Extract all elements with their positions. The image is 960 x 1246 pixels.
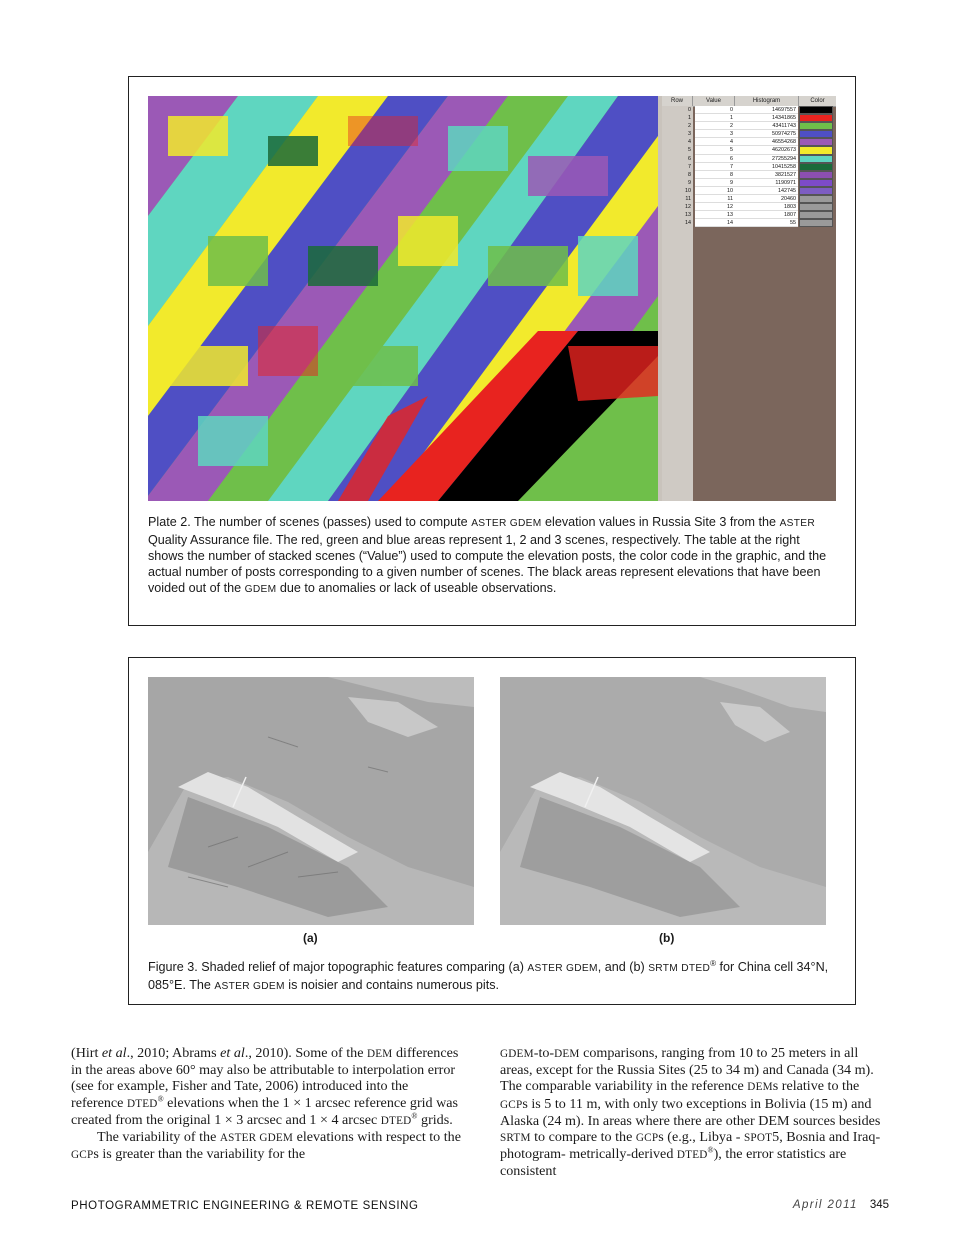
- body-column-left: [71, 1045, 461, 1163]
- table-rows: [662, 106, 836, 227]
- caption-text: due to anomalies or lack of useable observations.: [276, 581, 557, 595]
- text-smallcaps: DEM: [747, 1081, 773, 1094]
- text-smallcaps: GCP: [500, 1098, 523, 1111]
- cell-color-swatch: [799, 203, 833, 211]
- plate-2-figure: [128, 76, 856, 626]
- text-smallcaps: DEM: [366, 1048, 393, 1060]
- cell-histogram: 1807: [735, 211, 798, 219]
- cell-histogram: 46202673: [735, 146, 798, 154]
- text-run: elevations with respect to the: [293, 1129, 461, 1146]
- text-run: s is 5 to 11 m, with only two exceptions in Bolivia (15 m) and Alaska (24 m). In areas where there are other DEM sources besides: [500, 1095, 881, 1129]
- text-smallcaps: GDEM: [500, 1048, 534, 1060]
- text-smallcaps: GCP: [635, 1132, 659, 1145]
- registered-mark: ®: [411, 1111, 418, 1121]
- caption-text: is noisier and contains numerous pits.: [284, 978, 499, 992]
- text-run: differences in the areas above 60° may also be attributable to interpolation error (see for example, Fisher and Tate, 2006) introduced into the reference: [71, 1045, 459, 1111]
- journal-name: PHOTOGRAMMETRIC ENGINEERING & REMOTE SENSING: [71, 1200, 419, 1212]
- cell-value: 2: [695, 122, 735, 130]
- caption-text: elevation values in Russia Site 3 from the: [541, 515, 780, 529]
- paragraph: [71, 1129, 461, 1163]
- cell-row: 5: [688, 147, 691, 154]
- cell-color-swatch: [799, 155, 833, 163]
- cell-histogram: 1190971: [735, 179, 798, 187]
- text-run: (Hirt: [71, 1045, 102, 1061]
- text-run: ., 2010; Abrams: [126, 1045, 221, 1061]
- cell-color-swatch: [799, 163, 833, 171]
- cell-color-swatch: [799, 138, 833, 146]
- caption-smallcaps: GDEM: [244, 584, 277, 595]
- caption-smallcaps: ASTER GDEM: [527, 963, 598, 974]
- issue-date: April 2011: [792, 1199, 858, 1211]
- text-run: grids.: [417, 1111, 453, 1128]
- registered-mark: ®: [157, 1093, 164, 1103]
- table-row: [662, 203, 836, 211]
- figure-label-b: (b): [659, 931, 675, 945]
- table-row: [662, 187, 836, 195]
- header-histogram: Histogram: [735, 96, 799, 106]
- caption-text: Plate 2. The number of scenes (passes) used to compute: [148, 515, 472, 529]
- table-row: [662, 106, 836, 114]
- cell-color-swatch: [799, 146, 833, 154]
- table-row: [662, 114, 836, 122]
- cell-color-swatch: [799, 106, 833, 114]
- text-smallcaps: DEM: [554, 1048, 580, 1060]
- page-footer-right: [793, 1199, 889, 1211]
- cell-value: 3: [695, 130, 735, 138]
- caption-smallcaps: ASTER GDEM: [214, 981, 285, 992]
- header-color: Color: [810, 98, 825, 104]
- caption-text: for China cell 34°N, 085°E. The: [148, 960, 829, 992]
- cell-row: 1: [688, 115, 691, 122]
- caption-smallcaps: ASTER: [779, 518, 816, 529]
- cell-color-swatch: [799, 211, 833, 219]
- cell-value: 10: [695, 187, 735, 195]
- text-run: s (e.g., Libya -: [658, 1129, 744, 1146]
- cell-color-swatch: [799, 122, 833, 130]
- cell-histogram: 10415258: [735, 163, 798, 171]
- cell-row: 10: [685, 187, 691, 194]
- cell-histogram: 43411743: [735, 122, 798, 130]
- relief-a-graphic: [148, 677, 474, 925]
- cell-histogram: 3821527: [735, 171, 798, 179]
- cell-histogram: 27255294: [735, 155, 798, 163]
- cell-row: 11: [685, 196, 691, 203]
- caption-smallcaps: SRTM DTED: [648, 963, 711, 974]
- scene-count-map: [148, 96, 658, 501]
- cell-value: 6: [695, 155, 735, 163]
- figure-label-a: (a): [303, 931, 318, 945]
- table-row: [662, 163, 836, 171]
- text-run: s is greater than the variability for the: [93, 1146, 306, 1163]
- table-row: [662, 155, 836, 163]
- text-italic: et al: [101, 1045, 127, 1061]
- table-row: [662, 219, 836, 227]
- cell-row: 2: [688, 123, 691, 130]
- cell-row: 8: [688, 171, 691, 178]
- table-row: [662, 179, 836, 187]
- histogram-table: [658, 96, 836, 501]
- scene-count-map-graphic: [148, 96, 658, 501]
- figure-3: [128, 657, 856, 1005]
- cell-histogram: 14341865: [735, 114, 798, 122]
- shaded-relief-aster-gdem: [148, 677, 474, 925]
- text-run: -to-: [533, 1045, 555, 1061]
- table-row: [662, 195, 836, 203]
- registered-mark: ®: [707, 1145, 714, 1155]
- cell-value: 12: [695, 203, 735, 211]
- cell-color-swatch: [799, 171, 833, 179]
- text-smallcaps: SRTM: [500, 1132, 531, 1145]
- text-smallcaps: GCP: [71, 1149, 94, 1162]
- cell-color-swatch: [799, 219, 833, 227]
- caption-text: , and (b): [597, 960, 649, 974]
- text-italic: et al: [220, 1045, 245, 1061]
- table-row: [662, 130, 836, 138]
- cell-color-swatch: [799, 130, 833, 138]
- text-smallcaps: DTED: [676, 1149, 708, 1162]
- cell-value: 4: [695, 138, 735, 146]
- cell-row: 7: [688, 163, 691, 170]
- cell-color-swatch: [799, 187, 833, 195]
- cell-histogram: 20460: [735, 195, 798, 203]
- paragraph: [71, 1045, 461, 1129]
- caption-smallcaps: ASTER GDEM: [471, 518, 542, 529]
- text-run: 5, Bosnia and Iraq-photogram- metrically-derived: [500, 1129, 881, 1163]
- text-run: ), the error statistics are consistent: [500, 1146, 847, 1180]
- cell-row: 12: [685, 204, 691, 211]
- cell-color-swatch: [799, 179, 833, 187]
- text-smallcaps: DTED: [380, 1114, 412, 1127]
- cell-value: 13: [695, 211, 735, 219]
- caption-text: Figure 3. Shaded relief of major topographic features comparing (a): [148, 960, 528, 974]
- cell-value: 7: [695, 163, 735, 171]
- cell-histogram: 55: [735, 219, 798, 227]
- cell-value: 9: [695, 179, 735, 187]
- body-column-right: [500, 1045, 890, 1180]
- cell-row: 9: [688, 179, 691, 186]
- cell-value: 1: [695, 114, 735, 122]
- text-smallcaps: DTED: [126, 1097, 158, 1110]
- table-row: [662, 146, 836, 154]
- cell-histogram: 142745: [735, 187, 798, 195]
- plate-caption: [148, 514, 838, 598]
- cell-histogram: 14697557: [735, 106, 798, 114]
- cell-row: 0: [688, 107, 691, 113]
- paragraph: [500, 1045, 890, 1180]
- cell-color-swatch: [799, 195, 833, 203]
- cell-histogram: 50974275: [735, 130, 798, 138]
- cell-value: 8: [695, 171, 735, 179]
- table-row: [662, 122, 836, 130]
- shaded-relief-srtm-dted: [500, 677, 826, 925]
- table-row: [662, 171, 836, 179]
- cell-value: 14: [695, 219, 735, 227]
- page-number: 345: [869, 1199, 889, 1211]
- cell-row: 6: [688, 155, 691, 162]
- cell-value: 11: [695, 195, 735, 203]
- text-smallcaps: ASTER GDEM: [219, 1132, 294, 1145]
- cell-row: 14: [685, 220, 691, 227]
- text-run: s relative to the: [772, 1078, 860, 1095]
- text-run: to compare to the: [530, 1129, 636, 1146]
- text-run: ., 2010). Some of the: [244, 1045, 367, 1061]
- registered-mark: ®: [710, 958, 717, 968]
- text-run: elevations when the 1 × 1 arcsec reference grid was created from the original 1 × 3 arcsec and 1 × 4 arcsec: [71, 1094, 459, 1128]
- text-run: comparisons, ranging from 10 to 25 meters in all areas, except for the Russia Sites (25 to 34 m) and Canada (34 m). The comparable variability in the reference: [500, 1045, 874, 1095]
- cell-color-swatch: [799, 114, 833, 122]
- table-row: [662, 211, 836, 219]
- figure-caption: [148, 959, 838, 995]
- cell-value: 0: [695, 106, 735, 114]
- cell-histogram: 46554268: [735, 138, 798, 146]
- table-row: [662, 138, 836, 146]
- cell-histogram: 1803: [735, 203, 798, 211]
- text-smallcaps: SPOT: [743, 1132, 773, 1145]
- relief-b-graphic: [500, 677, 826, 925]
- header-value: Value: [693, 96, 735, 106]
- text-run: The variability of the: [97, 1129, 220, 1146]
- cell-value: 5: [695, 146, 735, 154]
- cell-row: 13: [685, 212, 691, 219]
- cell-row: 3: [688, 131, 691, 138]
- caption-text: Quality Assurance file. The red, green and blue areas represent 1, 2 and 3 scenes, respectively. The table at the right shows the number of stacked scenes (“Value”) used to compute the elevation posts, the color code in the graphic, and the actual number of posts corresponding to a given number of scenes. The black areas represent elevations that have been voided out of the: [148, 533, 827, 595]
- cell-row: 4: [688, 139, 691, 146]
- header-row: Row: [662, 96, 693, 106]
